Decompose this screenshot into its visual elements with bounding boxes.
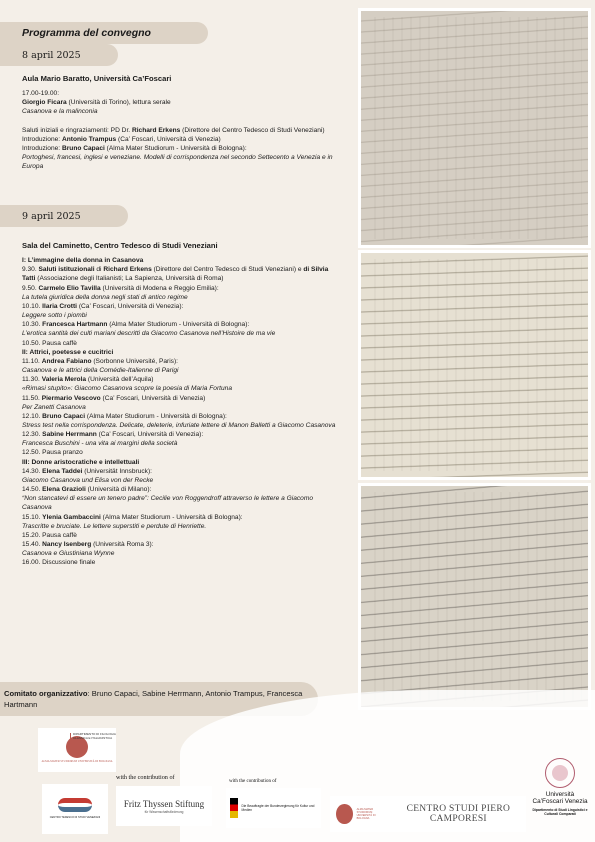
closing-item: 16.00. Discussione finale [22,559,96,567]
schedule-item: 11.30. Valeria Merola (Università dell’Aquila) [22,376,154,384]
manuscript-image-3 [358,483,591,710]
talk-title: Trascritte e bruciate. Le lettere superstiti e perdute di Henriette. [22,522,207,530]
schedule-item: 14.30. Elena Taddei (Universität Innsbruck): [22,467,152,475]
break-item: 12.50. Pausa pranzo [22,449,83,457]
date-badge-day2: 9 april 2025 [0,205,128,227]
talk-title: Per Zanetti Casanova [22,403,86,411]
manuscript-image-1 [358,8,591,248]
day1-greetings: Saluti iniziali e ringraziamenti: PD Dr. Richard Erkens (Direttore del Centro Tedesco di Studi Veneziani) [22,126,325,134]
manuscript-image-2 [358,250,591,480]
talk-title: Leggere sotto i piombi [22,312,87,320]
day1-intro-2-title: Portoghesi, francesi, inglesi e veneziane. Modelli di corrispondenza nel secondo Settecento a Venezia e in Europa [22,154,333,171]
program-heading: Programma del convegno [0,22,208,44]
centro-mark-icon [58,798,92,812]
committee-names: : Bruno Capaci, Sabine Herrmann, Antonio Trampus, Francesca Hartmann [4,689,303,709]
schedule-item: 15.40. Nancy Isenberg (Università Roma 3): [22,541,154,548]
break-item: 10.50. Pausa caffè [22,339,77,347]
german-flag-icon [230,798,238,818]
bkm-logo: Die Beauftragte der Bundesregierung für Kultur und Medien [226,788,321,828]
day1-intro-1: Introduzione: Antonio Trampus (Ca’ Foscari, Università di Venezia) [22,135,221,143]
cafoscari-logo: Università Ca’Foscari Venezia Dipartimento di Studi Linguistici e Culturali Comparati [530,754,590,838]
schedule-item: 9.50. Carmelo Elio Tavilla (Università di Modena e Reggio Emilia): [22,284,219,292]
schedule-item: 10.30. Francesca Hartmann (Alma Mater Studiorum - Università di Bologna): [22,321,250,329]
date-badge-day1: 8 april 2025 [0,44,118,66]
cafoscari-seal-icon [545,758,575,788]
talk-title: «Rimasi stupito»: Giacomo Casanova scopre la poesia di Maria Fortuna [22,385,233,393]
thyssen-logo: Fritz Thyssen Stiftung für Wissenschaftsförderung [116,786,212,826]
talk-title: Francesca Buschini - una vita ai margini della società [22,440,178,448]
talk-title: Casanova e Giustiniana Wynne [22,550,115,558]
section-2-title: II: Attrici, poetesse e cucitrici [22,348,114,356]
program-column [0,0,350,690]
camporesi-seal-icon [336,804,353,824]
schedule-item: 11.10. Andrea Fabiano (Sorbonne Université, Paris): [22,357,179,365]
schedule-item: 14.50. Elena Grazioli (Università di Milano): [22,486,152,494]
schedule-item: 9.30. Saluti istituzionali di Richard Erkens (Direttore del Centro Tedesco di Studi Veneziani) e di Silvia Tatti (Associazione degli Italianisti; La Sapienza, Università di Roma) [22,266,329,283]
break-item: 15.20. Pausa caffè [22,531,77,539]
day2-schedule [22,241,342,567]
talk-title: Stress test nella corrispondenza. Delicate, deleterie, infuriate lettere di Manon Balletti a Giacomo Casanova [22,421,336,429]
contribution-label-2: with the contribution of [229,779,277,784]
schedule-item: 10.10. Ilaria Crotti (Ca’ Foscari, Università di Venezia): [22,302,184,310]
schedule-item: 11.50. Piermario Vescovo (Ca’ Foscari, Università di Venezia) [22,394,206,402]
day2-venue: Sala del Caminetto, Centro Tedesco di Studi Veneziani [22,241,218,250]
centro-tedesco-logo: CENTRO TEDESCO DI STUDI VENEZIANI [42,784,108,834]
schedule-item: 15.10. Ylenia Gambaccini (Alma Mater Studiorum - Università di Bologna): [22,513,243,521]
camporesi-logo: ALMA MATER STUDIORUM UNIVERSITÀ DI BOLOGNA CENTRO STUDI PIERO CAMPORESI [330,796,526,832]
talk-title: Giacomo Casanova und Elisa von der Recke [22,476,154,484]
schedule-item: 12.10. Bruno Capaci (Alma Mater Studiorum - Università di Bologna): [22,412,227,420]
section-1-title: I: L’immagine della donna in Casanova [22,257,144,265]
talk-title: “Non stancatevi di essere un tenero padre”: Cecilie von Roggendroff attraverso le lettere a Giacomo Casanova [22,495,314,512]
talk-title: La tutela giuridica della donna negli stati di antico regime [22,293,188,301]
talk-title: Casanova e le attrici della Comédie-Italienne di Parigi [22,367,179,375]
day1-schedule [22,74,342,171]
schedule-item: 12.30. Sabine Herrmann (Ca’ Foscari, Università di Venezia): [22,431,204,439]
section-3-title: III: Donne aristocratiche e intellettuali [22,458,140,466]
day1-lecture-title: Casanova e la malinconia [22,108,98,116]
day1-venue: Aula Mario Baratto, Università Ca’Foscari [22,74,172,83]
bologna-dept-label: DIPARTIMENTO DI FILOLOGIA CLASSICA E ITALIANISTICA [70,733,118,741]
day1-lecture: Giorgio Ficara (Università di Torino), lettura serale [22,99,171,107]
bologna-logo: ALMA MATER STUDIORUM UNIVERSITÀ DI BOLOGNA [38,728,116,772]
contribution-label-1: with the contribution of [116,774,175,781]
day1-intro-2: Introduzione: Bruno Capaci (Alma Mater Studiorum - Università di Bologna): [22,144,247,152]
talk-title: L’erotica santità dei culti mariani descritti da Giacomo Casanova nell’Histoire de ma vie [22,330,276,338]
committee-label: Comitato organizzativo [4,689,88,698]
day1-time: 17.00-19.00: [22,90,60,98]
